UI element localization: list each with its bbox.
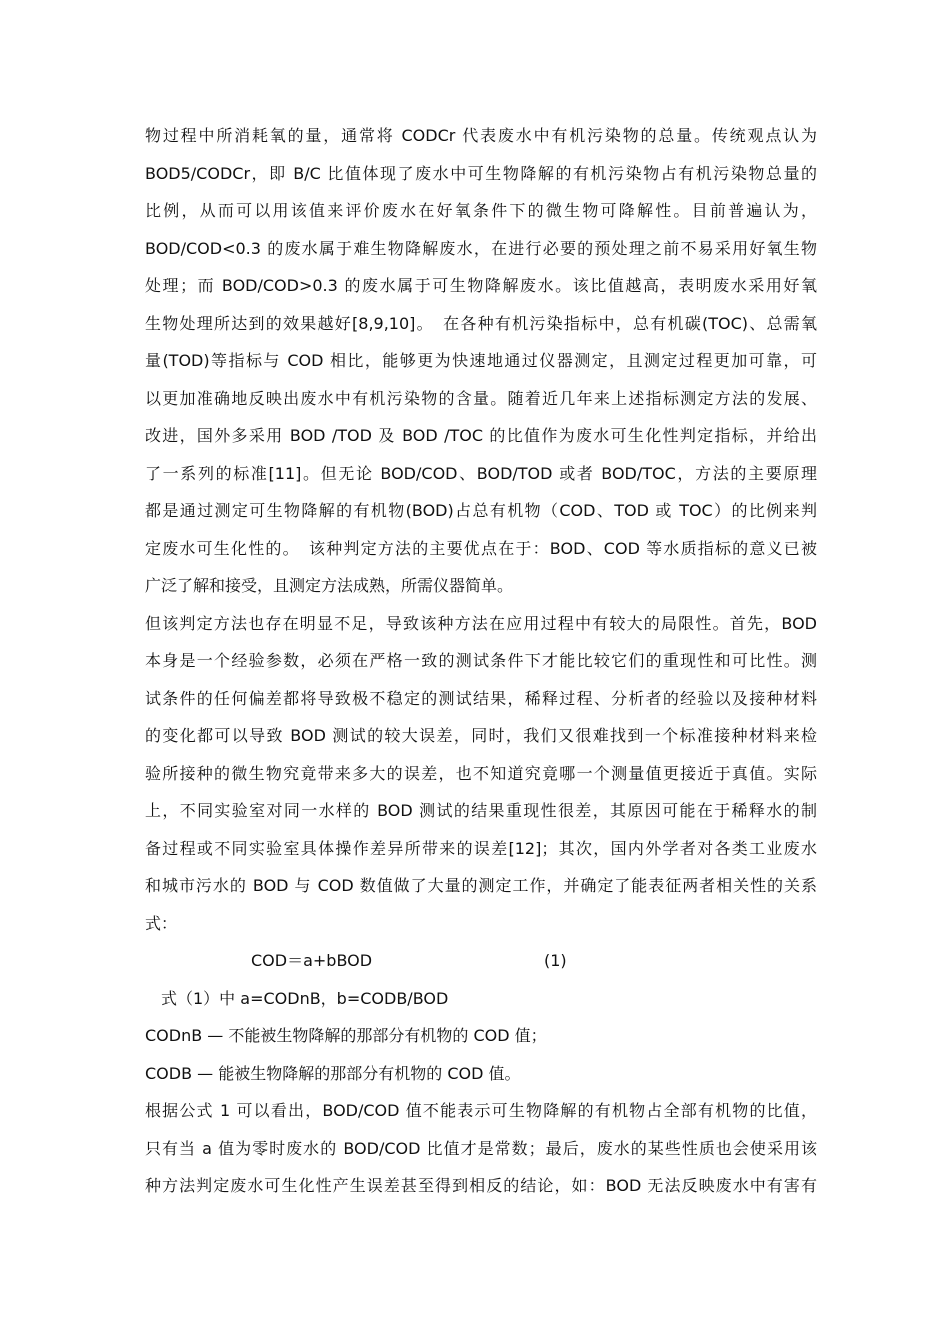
text-line: 和城市污水的 BOD 与 COD 数值做了大量的测定工作，并确定了能表征两者相关性的关系 (145, 876, 817, 895)
text-line: 都是通过测定可生物降解的有机物(BOD)占总有机物（COD、TOD 或 TOC）的比例来判 (145, 501, 817, 520)
text-line: 根据公式 1 可以看出，BOD/COD 值不能表示可生物降解的有机物占全部有机物的比值， (145, 1101, 817, 1120)
text-line: 定废水可生化性的。 该种判定方法的主要优点在于：BOD、COD 等水质指标的意义已被 (145, 539, 817, 558)
text-line: 量(TOD)等指标与 COD 相比，能够更为快速地通过仪器测定，且测定过程更加可靠，可 (145, 351, 817, 370)
text-line: 种方法判定废水可生化性产生误差甚至得到相反的结论，如：BOD 无法反映废水中有害有 (145, 1176, 817, 1195)
formula-number: (1) (544, 951, 567, 970)
text-line: 上，不同实验室对同一水样的 BOD 测试的结果重现性很差，其原因可能在于稀释水的制 (145, 801, 817, 820)
text-line: CODB — 能被生物降解的那部分有机物的 COD 值。 (145, 1064, 521, 1083)
text-line: 了一系列的标准[11]。但无论 BOD/COD、BOD/TOD 或者 BOD/TOC，方法的主要原理 (145, 464, 817, 483)
text-line: 改进，国外多采用 BOD /TOD 及 BOD /TOC 的比值作为废水可生化性判定指标，并给出 (145, 426, 817, 445)
text-line: CODnB — 不能被生物降解的那部分有机物的 COD 值； (145, 1026, 547, 1045)
text-line: 比例，从而可以用该值来评价废水在好氧条件下的微生物可降解性。目前普遍认为， (145, 201, 817, 220)
text-line: 只有当 a 值为零时废水的 BOD/COD 比值才是常数；最后，废水的某些性质也会使采用该 (145, 1139, 817, 1158)
text-line: 式（1）中 a=CODnB，b=CODB/BOD (161, 989, 449, 1008)
text-line: 以更加准确地反映出废水中有机污染物的含量。随着近几年来上述指标测定方法的发展、 (145, 389, 817, 408)
text-line: 式： (145, 914, 178, 933)
text-line: 验所接种的微生物究竟带来多大的误差，也不知道究竟哪一个测量值更接近于真值。实际 (145, 764, 817, 783)
text-line: 试条件的任何偏差都将导致极不稳定的测试结果，稀释过程、分析者的经验以及接种材料 (145, 689, 817, 708)
text-line: 备过程或不同实验室具体操作差异所带来的误差[12]；其次，国内外学者对各类工业废水 (145, 839, 817, 858)
text-line: BOD5/CODCr，即 B/C 比值体现了废水中可生物降解的有机污染物占有机污染物总量的 (145, 164, 817, 183)
text-line: 生物处理所达到的效果越好[8,9,10]。 在各种有机污染指标中，总有机碳(TOC)、总需氧 (145, 314, 817, 333)
formula: COD＝a+bBOD (251, 951, 373, 970)
text-line: 本身是一个经验参数，必须在严格一致的测试条件下才能比较它们的重现性和可比性。测 (145, 651, 817, 670)
text-line: 的变化都可以导致 BOD 测试的较大误差，同时，我们又很难找到一个标准接种材料来检 (145, 726, 817, 745)
text-line: 但该判定方法也存在明显不足，导致该种方法在应用过程中有较大的局限性。首先，BOD (145, 614, 817, 633)
text-line: 广泛了解和接受，且测定方法成熟，所需仪器简单。 (145, 576, 514, 595)
text-line: 物过程中所消耗氧的量，通常将 CODCr 代表废水中有机污染物的总量。传统观点认为 (145, 126, 817, 145)
text-line: 处理；而 BOD/COD>0.3 的废水属于可生物降解废水。该比值越高，表明废水采用好氧 (145, 276, 817, 295)
text-line: BOD/COD<0.3 的废水属于难生物降解废水，在进行必要的预处理之前不易采用好氧生物 (145, 239, 817, 258)
